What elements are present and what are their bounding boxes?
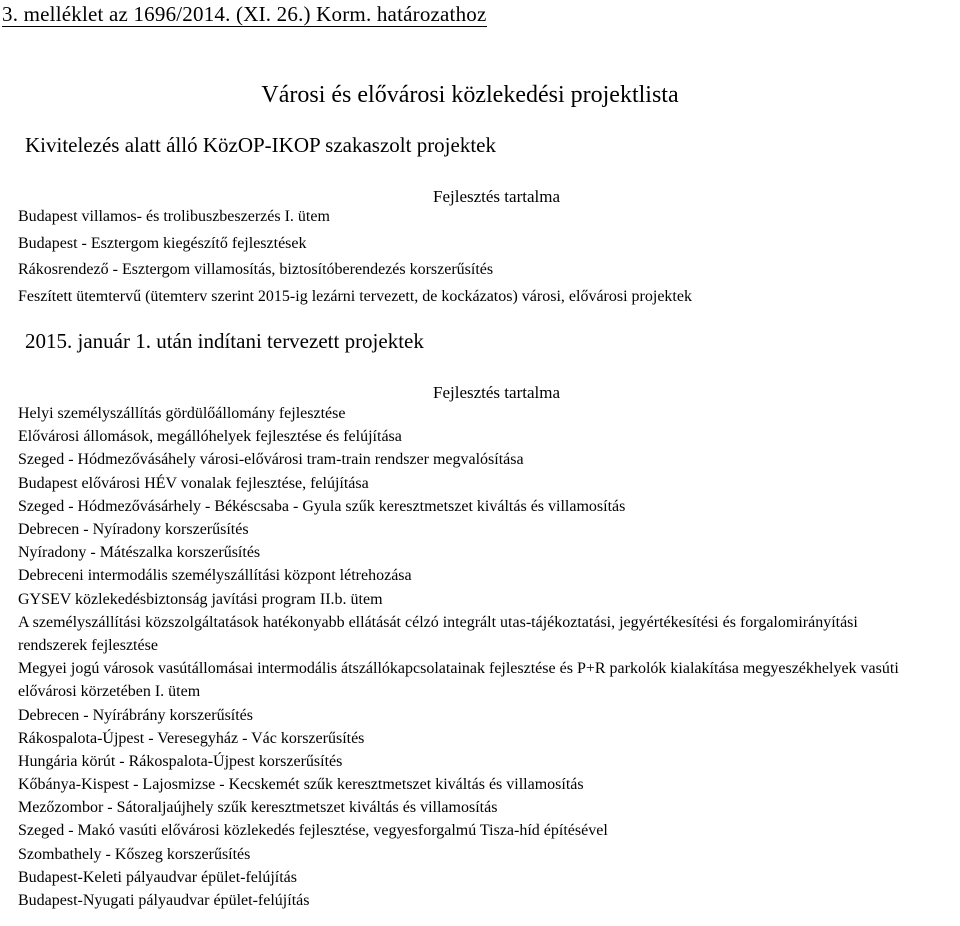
- section1-column-header: Fejlesztés tartalma: [433, 187, 560, 206]
- list-item: Feszített ütemtervű (ütemterv szerint 2015-ig lezárni tervezett, de kockázatos) városi, elővárosi projektek: [18, 287, 692, 305]
- list-item: Debrecen - Nyíradony korszerűsítés: [18, 520, 249, 538]
- page-title: Városi és elővárosi közlekedési projektlista: [261, 82, 679, 108]
- section1-list: [18, 204, 692, 310]
- list-item: Debrecen - Nyírábrány korszerűsítés: [18, 706, 254, 724]
- list-item: Budapest-Keleti pályaudvar épület-felújítás: [18, 868, 298, 886]
- section2-title: 2015. január 1. után indítani tervezett projektek: [25, 329, 424, 353]
- list-item: Kőbánya-Kispest - Lajosmizse - Kecskemét szűk keresztmetszet kiváltás és villamosítás: [18, 776, 584, 794]
- list-item: Budapest - Esztergom kiegészítő fejlesztések: [18, 234, 307, 252]
- list-item: Budapest-Nyugati pályaudvar épület-felújítás: [18, 892, 310, 909]
- list-item: Rákospalota-Újpest - Veresegyház - Vác korszerűsítés: [18, 729, 365, 747]
- section2-list: [18, 402, 918, 912]
- list-item: Szeged - Makó vasúti elővárosi közlekedés fejlesztése, vegyesforgalmú Tisza-híd építésével: [18, 822, 608, 840]
- list-item: Budapest villamos- és trolibuszbeszerzés I. ütem: [18, 208, 330, 225]
- section2-column-header: Fejlesztés tartalma: [433, 383, 560, 402]
- list-item: Szeged - Hódmezővásáhely városi-elővárosi tram-train rendszer megvalósítása: [18, 451, 524, 469]
- list-item: Hungária körút - Rákospalota-Újpest korszerűsítés: [18, 752, 343, 770]
- list-item: A személyszállítási közszolgáltatások hatékonyabb ellátását célzó integrált utas-tájékoztatási, jegyértékesítési és forgalomirányítási rendszerek fejlesztése: [18, 613, 858, 654]
- list-item: GYSEV közlekedésbiztonság javítási program II.b. ütem: [18, 590, 383, 608]
- document-header: 3. melléklet az 1696/2014. (XI. 26.) Korm. határozathoz: [2, 2, 487, 26]
- list-item: Helyi személyszállítás gördülőállomány fejlesztése: [18, 405, 346, 422]
- list-item: Debreceni intermodális személyszállítási központ létrehozása: [18, 567, 412, 585]
- list-item: Rákosrendező - Esztergom villamosítás, biztosítóberendezés korszerűsítés: [18, 261, 494, 278]
- section1-title: Kivitelezés alatt álló KözOP-IKOP szakaszolt projektek: [25, 133, 496, 157]
- list-item: Nyíradony - Mátészalka korszerűsítés: [18, 544, 261, 562]
- list-item: Szeged - Hódmezővásárhely - Békéscsaba - Gyula szűk keresztmetszet kiváltás és villamosítás: [18, 497, 626, 515]
- list-item: Budapest elővárosi HÉV vonalak fejlesztése, felújítása: [18, 474, 369, 492]
- list-item: Mezőzombor - Sátoraljaújhely szűk keresztmetszet kiváltás és villamosítás: [18, 799, 498, 817]
- list-item: Szombathely - Kőszeg korszerűsítés: [18, 845, 251, 863]
- list-item: Megyei jogú városok vasútállomásai intermodális átszállókapcsolatainak fejlesztése és P+R parkolók kialakítása megyeszékhelyek vasúti elővárosi körzetében I. ütem: [18, 660, 899, 701]
- list-item: Elővárosi állomások, megállóhelyek fejlesztése és felújítása: [18, 428, 402, 446]
